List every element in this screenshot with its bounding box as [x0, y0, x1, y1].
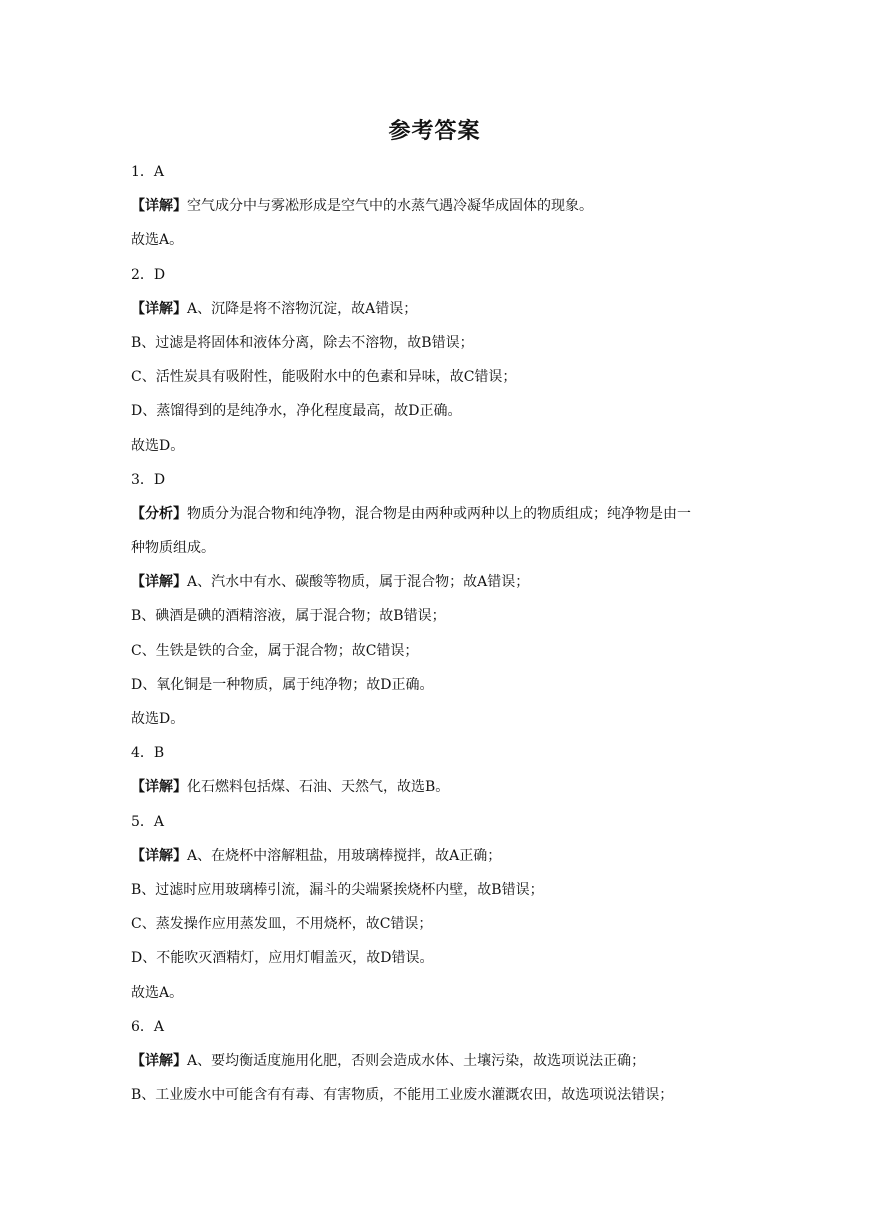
answer-line [131, 873, 741, 907]
line-text: D、氧化铜是一种物质，属于纯净物；故D正确。 [131, 676, 434, 693]
line-text: 种物质组成。 [131, 540, 215, 557]
answer-line [131, 1044, 741, 1078]
line-tag: 【详解】 [131, 574, 187, 591]
answer-line [131, 839, 741, 873]
answer-line [131, 907, 741, 941]
line-text: D、不能吹灭酒精灯，应用灯帽盖灭，故D错误。 [131, 950, 434, 967]
line-text: A、在烧杯中溶解粗盐，用玻璃棒搅拌，故A正确； [187, 847, 502, 864]
line-text: C、生铁是铁的合金，属于混合物；故C错误； [131, 642, 419, 659]
line-text: C、蒸发操作应用蒸发皿，不用烧杯，故C错误； [131, 916, 433, 933]
answer-line [131, 702, 741, 736]
line-tag: 【详解】 [131, 1052, 187, 1069]
line-text: 故选D。 [131, 711, 185, 727]
line-text: B、碘酒是碘的酒精溶液，属于混合物；故B错误； [131, 608, 446, 625]
line-text: 故选A。 [131, 984, 184, 1001]
line-tag: 【分析】 [131, 505, 187, 522]
answer-line [131, 976, 741, 1010]
line-text: 3．D [131, 471, 166, 488]
answer-line [131, 463, 741, 497]
line-text: 4．B [131, 745, 165, 762]
line-text: 故选D。 [131, 437, 185, 454]
answer-line [131, 770, 741, 804]
line-text: 2．D [131, 266, 166, 283]
answer-line [131, 360, 741, 394]
line-tag: 【详解】 [131, 847, 187, 864]
answer-line [131, 394, 741, 428]
page-title: 参考答案 [388, 119, 481, 144]
line-tag: 【详解】 [131, 300, 187, 317]
line-text: 化石燃料包括煤、石油、天然气，故选B。 [187, 779, 450, 796]
answer-line [131, 1078, 741, 1112]
answer-line [131, 565, 741, 599]
line-text: D、蒸馏得到的是纯净水，净化程度最高，故D正确。 [131, 403, 462, 420]
answer-line [131, 497, 741, 531]
answer-line [131, 155, 741, 189]
line-tag: 【详解】 [131, 779, 187, 796]
line-text: 故选A。 [131, 232, 184, 249]
answer-line [131, 941, 741, 975]
line-text: C、活性炭具有吸附性，能吸附水中的色素和异味，故C错误； [131, 369, 517, 386]
answer-line [131, 634, 741, 668]
answer-line [131, 223, 741, 257]
answer-line [131, 189, 741, 223]
line-text: B、工业废水中可能含有有毒、有害物质，不能用工业废水灌溉农田，故选项说法错误； [131, 1087, 674, 1104]
answer-line [131, 429, 741, 463]
answer-line [131, 736, 741, 770]
answer-line [131, 668, 741, 702]
answer-line [131, 258, 741, 292]
line-text: 6．A [131, 1018, 165, 1035]
line-text: B、过滤时应用玻璃棒引流，漏斗的尖端紧挨烧杯内壁，故B错误； [131, 881, 544, 898]
answer-line [131, 805, 741, 839]
line-text: 物质分为混合物和纯净物，混合物是由两种或两种以上的物质组成；纯净物是由一 [187, 505, 691, 522]
line-text: 1．A [131, 164, 165, 180]
line-text: B、过滤是将固体和液体分离，除去不溶物，故B错误； [131, 334, 474, 351]
line-text: A、汽水中有水、碳酸等物质，属于混合物；故A错误； [187, 574, 530, 591]
answer-content [131, 155, 741, 1112]
answer-line [131, 292, 741, 326]
answer-line [131, 531, 741, 565]
line-text: A、沉降是将不溶物沉淀，故A错误； [187, 300, 418, 317]
answer-line [131, 599, 741, 633]
line-text: A、要均衡适度施用化肥，否则会造成水体、土壤污染，故选项说法正确； [187, 1052, 646, 1069]
answer-line [131, 326, 741, 360]
answer-line [131, 1010, 741, 1044]
line-tag: 【详解】 [131, 198, 187, 215]
line-text: 5．A [131, 813, 165, 830]
line-text: 空气成分中与雾凇形成是空气中的水蒸气遇冷凝华成固体的现象。 [187, 198, 593, 215]
